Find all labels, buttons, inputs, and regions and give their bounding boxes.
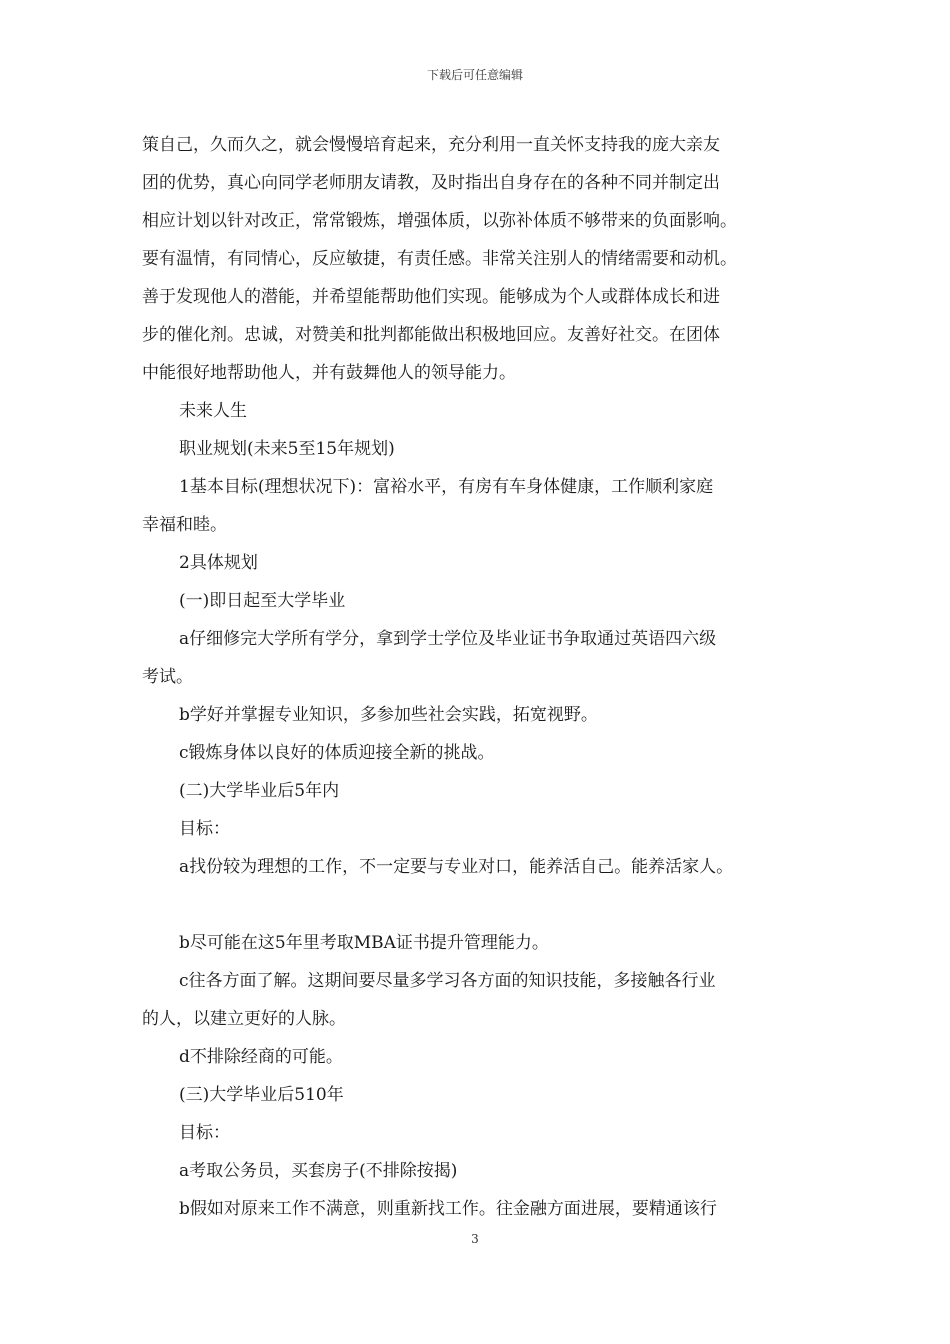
section-heading: (一)即日起至大学毕业 [179,591,346,611]
paragraph-line: 考试。 [142,667,193,687]
paragraph-line: c锻炼身体以良好的体质迎接全新的挑战。 [179,743,495,763]
paragraph-line: 的人，以建立更好的人脉。 [142,1009,346,1029]
paragraph-line: 策自己，久而久之，就会慢慢培育起来，充分利用一直关怀支持我的庞大亲友 [142,135,720,155]
section-heading: 未来人生 [179,401,247,421]
paragraph-line: 目标： [179,819,230,839]
section-heading: (三)大学毕业后510年 [179,1085,344,1105]
blank-line [142,886,818,924]
paragraph-line: 幸福和睦。 [142,515,227,535]
section-heading: 职业规划(未来5至15年规划) [179,439,395,459]
paragraph-line: b假如对原来工作不满意，则重新找工作。往金融方面进展，要精通该行 [179,1199,717,1219]
paragraph-line: 要有温情，有同情心，反应敏捷，有责任感。非常关注别人的情绪需要和动机。 [142,249,737,269]
page-header: 下载后可任意编辑 [426,68,523,82]
section-heading: 2具体规划 [179,553,258,573]
paragraph-line: b学好并掌握专业知识，多参加些社会实践，拓宽视野。 [179,705,598,725]
section-heading: (二)大学毕业后5年内 [179,781,340,801]
paragraph-line: a考取公务员，买套房子(不排除按揭) [179,1161,458,1181]
paragraph-line: 中能很好地帮助他人，并有鼓舞他人的领导能力。 [142,363,516,383]
paragraph-line: 善于发现他人的潜能，并希望能帮助他们实现。能够成为个人或群体成长和进 [142,287,720,307]
paragraph-line: a找份较为理想的工作，不一定要与专业对口，能养活自己。能养活家人。 [179,857,734,877]
paragraph-line: 1基本目标(理想状况下)：富裕水平，有房有车身体健康，工作顺利家庭 [179,477,714,497]
paragraph-line: 步的催化剂。忠诚，对赞美和批判都能做出积极地回应。友善好社交。在团体 [142,325,720,345]
paragraph-line: c往各方面了解。这期间要尽量多学习各方面的知识技能，多接触各行业 [179,971,716,991]
document-body [142,126,818,1228]
paragraph-line: 目标： [179,1123,230,1143]
paragraph-line: 团的优势，真心向同学老师朋友请教，及时指出自身存在的各种不同并制定出 [142,173,720,193]
paragraph-line: 相应计划以针对改正，常常锻炼，增强体质，以弥补体质不够带来的负面影响。 [142,211,737,231]
paragraph-line: a仔细修完大学所有学分，拿到学士学位及毕业证书争取通过英语四六级 [179,629,717,649]
paragraph-line: b尽可能在这5年里考取MBA证书提升管理能力。 [179,933,549,953]
page-number: 3 [471,1232,479,1246]
paragraph-line: d不排除经商的可能。 [179,1047,343,1067]
